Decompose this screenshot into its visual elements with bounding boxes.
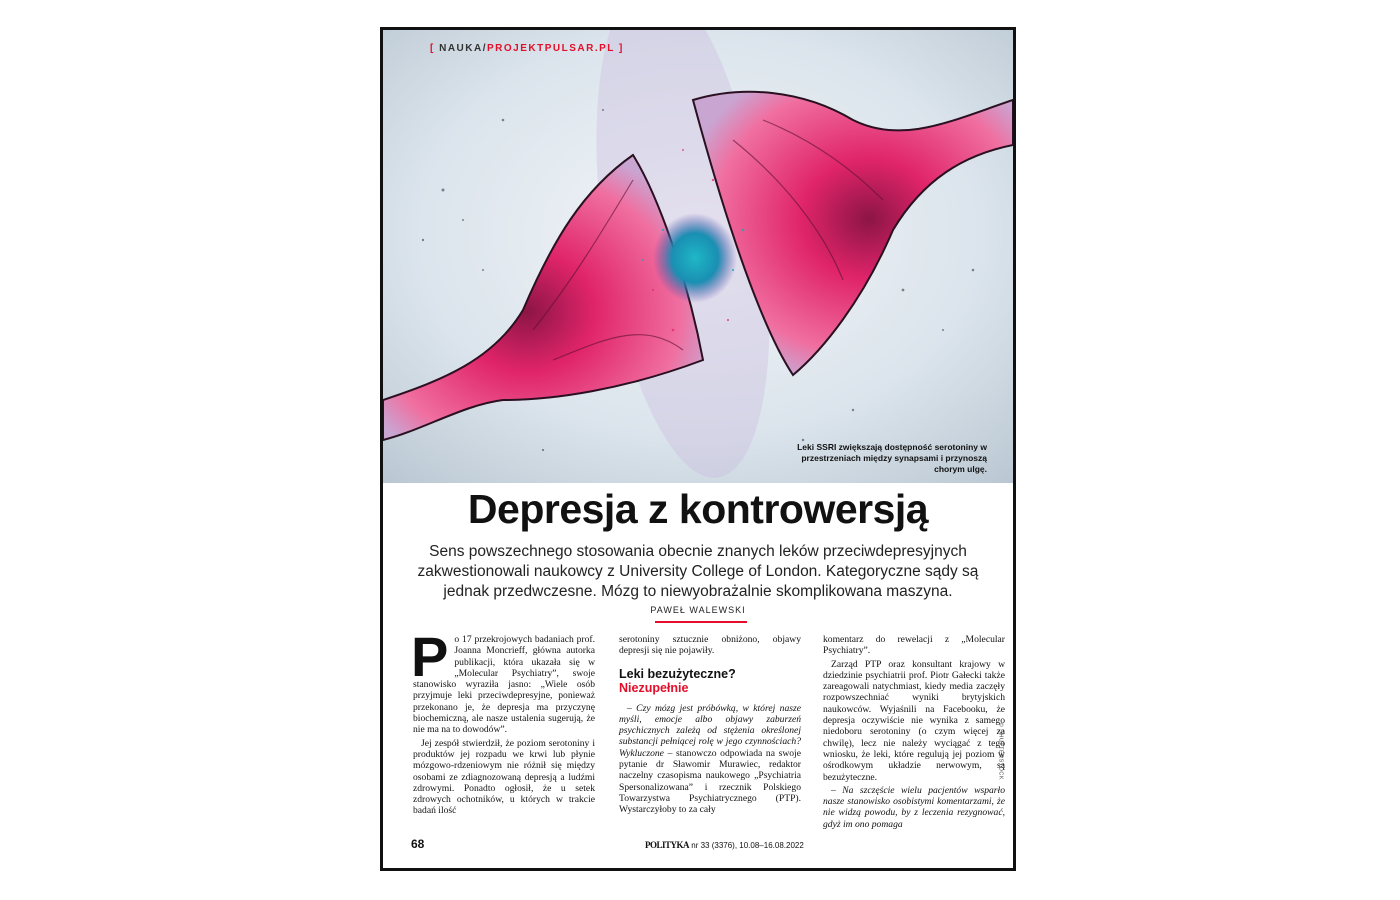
photo-caption: Leki SSRI zwiększają dostępność serotoniny w przestrzeniach między synapsami i przynoszą chorym ulgę. [797, 442, 987, 474]
subheading-line-1: Leki bezużyteczne? [619, 666, 736, 681]
author-byline: PAWEŁ WALEWSKI [650, 605, 746, 615]
synapse-image [383, 30, 1013, 483]
paragraph: serotoniny sztucznie obniżono, objawy depresji się nie pojawiły. [619, 634, 801, 657]
issue-info: nr 33 (3376), 10.08–16.08.2022 [691, 841, 804, 850]
paragraph: komentarz do rewelacji z „Molecular Psychiatry”. [823, 634, 1005, 657]
paragraph [619, 703, 801, 816]
synapse-illustration [383, 30, 1013, 483]
masthead-logo: POLITYKA [645, 840, 690, 850]
paragraph: o 17 przekrojowych badaniach prof. Joanna Moncrieff, główna autorka publikacji, która ukazała się w „Molecular Psychiatry”, swoje stanowisko wyraziła jasno: „Wiele osób przyjmuje leki przeciwdepresyjne, ponieważ przekonano je, że depresja ma przyczynę biochemiczną, ale nasze ustalenia sugerują, że nie ma na to dowodów”. [413, 634, 595, 736]
paragraph: Jej zespół stwierdził, że poziom serotoniny i produktów jej rozpadu we krwi lub płynie mózgowo-rdzeniowym nie różnił się między osobami ze zdiagnozowaną depresją a ludźmi zdrowymi. Ponadto ogłosił, że u setek zdrowych ochotników, u których w trakcie badań ilość [413, 737, 595, 817]
subheading [619, 667, 801, 695]
answer-text: – stanowczo odpowiada na swoje pytanie dr Sławomir Murawiec, redaktor naczelny czasopisma naukowego „Psychiatria Spersonalizowana” i rzecznik Polskiego Towarzystwa Psychiatrycznego (PTP). Wystarczyłoby to za cały [619, 747, 801, 816]
paragraph: Zarząd PTP oraz konsultant krajowy w dziedzinie psychiatrii prof. Piotr Gałecki także zareagowali natychmiast, kiedy media zaczęły rozpowszechniać wyniki brytyjskich naukowców. Wyjaśnili na Facebooku, że depresja oczywiście nie wynika z samego niedoboru serotoniny (o czym więcej za chwilę), lecz nie należy wyciągać z tego wniosku, że leki, które regulują jej poziom w ośrodkowym układzie nerwowym, są bezużyteczne. [823, 658, 1005, 783]
photo-credit: © SHUTTERSTOCK [997, 722, 1003, 780]
page-number: 68 [411, 837, 425, 851]
text-column-2 [619, 634, 801, 818]
text-column-3 [823, 634, 1005, 832]
text-column-1 [411, 625, 595, 819]
paragraph-italic: – Na szczęście wielu pacjentów wsparło nasze stanowisko osobistymi komentarzami, że nie widzą powodu, by z leczenia rezygnować, gdyż im ono pomaga [823, 784, 1005, 830]
subheading-line-2: Niezupełnie [619, 680, 689, 695]
question-italic: – Czy mózg jest próbówką, w której nasze myśli, emocje albo objawy zaburzeń psychicznych zależą od stężenia określonej substancji pełniącej rolę w jego czynnościach? Wykluczone [619, 702, 801, 759]
article-lead: Sens powszechnego stosowania obecnie znanych leków przeciwdepresyjnych zakwestionowali naukowcy z University College of London. Kategoryczne sądy są jednak przedwczesne. Mózg to niewyobrażalnie skomplikowana maszyna. [417, 543, 979, 600]
section-name: NAUKA [439, 43, 483, 54]
byline-rule [655, 621, 747, 623]
section-tag: [ NAUKA/PROJEKTPULSAR.PL ] [430, 43, 624, 54]
section-site-link[interactable]: PROJEKTPULSAR.PL [487, 43, 615, 54]
drop-cap: P [411, 625, 449, 688]
footer-masthead [645, 840, 804, 850]
article-title: Depresja z kontrowersją [467, 486, 929, 532]
magazine-page [380, 27, 1016, 871]
